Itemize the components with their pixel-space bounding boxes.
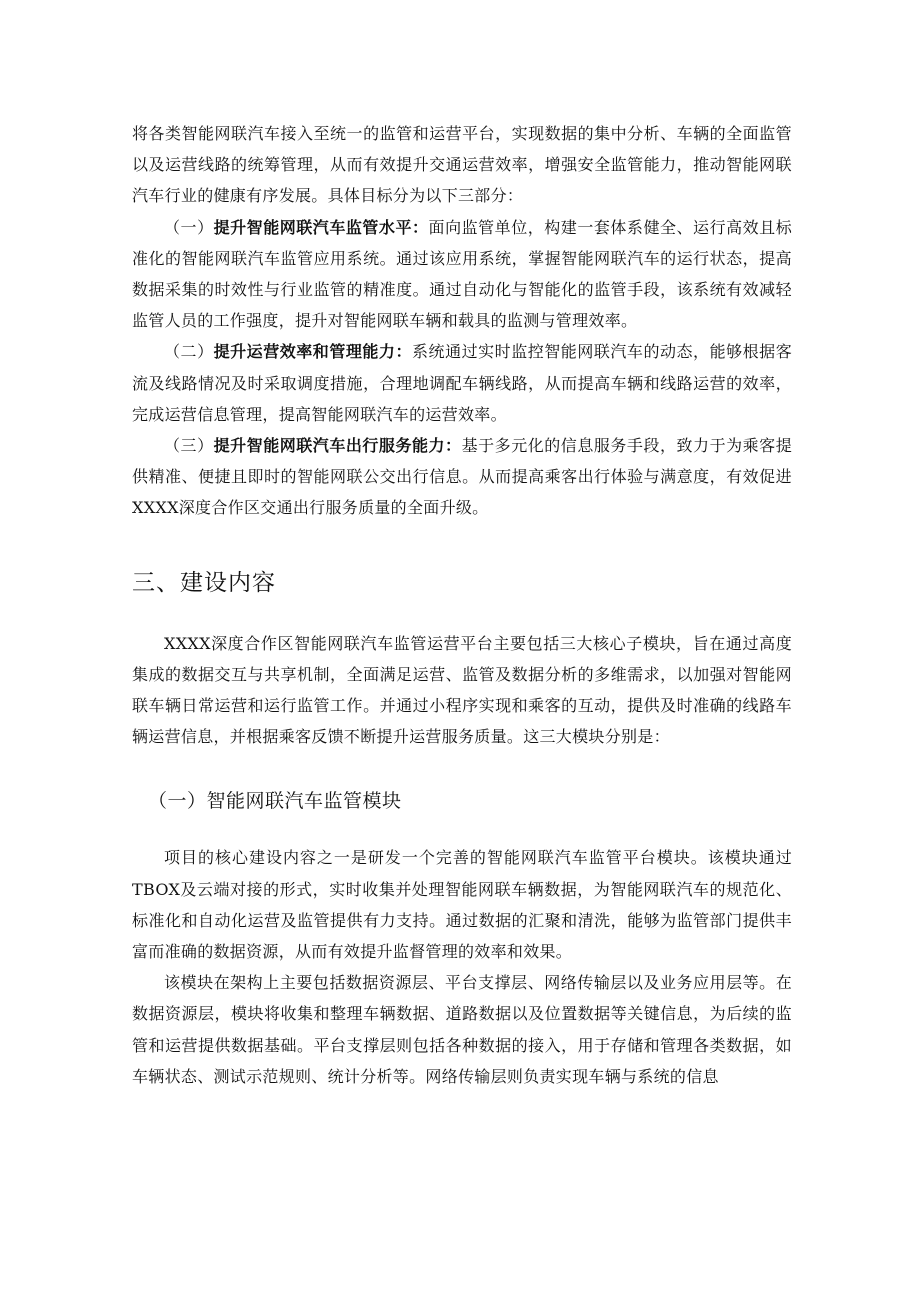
goal-3-text: 基于多元化的信息服务手段，致力于为乘客提供精准、便捷且即时的智能网联公交出行信息。从而提高乘客出行体验与满意度，有效促进XXXX深度合作区交通出行服务质量的全面升级。: [132, 436, 792, 518]
goal-2-text: 系统通过实时监控智能网联汽车的动态，能够根据客流及线路情况及时采取调度措施，合理地调配车辆线路，从而提高车辆和线路运营的效率，完成运营信息管理，提高智能网联汽车的运营效率。: [132, 342, 793, 424]
section-paragraph: XXXX深度合作区智能网联汽车监管运营平台主要包括三大核心子模块，旨在通过高度集成的数据交互与共享机制，全面满足运营、监管及数据分析的多维需求，以加强对智能网联车辆日常运营和运行监管工作。并通过小程序实现和乘客的互动，提供及时准确的线路车辆运营信息，并根据乘客反馈不断提升运营服务质量。这三大模块分别是：: [132, 633, 792, 747]
goal-1-number: （一）: [164, 217, 214, 237]
goal-1-text: 面向监管单位，构建一套体系健全、运行高效且标准化的智能网联汽车监管应用系统。通过该应用系统，掌握智能网联汽车的运行状态，提高数据采集的时效性与行业监管的精准度。通过自动化与智能化的监管手段，该系统有效减轻监管人员的工作强度，提升对智能网联车辆和载具的监测与管理效率。: [132, 217, 793, 331]
goal-item-2: [132, 336, 792, 430]
goal-2-number: （二）: [164, 342, 214, 362]
subsection-paragraph-1: 项目的核心建设内容之一是研发一个完善的智能网联汽车监管平台模块。该模块通过TBOX及云端对接的形式，实时收集并处理智能网联车辆数据，为智能网联汽车的规范化、标准化和自动化运营及监管提供有力支持。通过数据的汇聚和清洗，能够为监管部门提供丰富而准确的数据资源，从而有效提升监督管理的效率和效果。: [132, 848, 792, 962]
document-page: [132, 118, 792, 1092]
goal-3-lead: 提升智能网联汽车出行服务能力：: [213, 436, 462, 456]
goal-2-lead: 提升运营效率和管理能力：: [213, 342, 412, 362]
goal-item-1: [132, 212, 792, 337]
goal-3-number: （三）: [164, 436, 214, 456]
subsection-heading: （一）智能网联汽车监管模块: [148, 790, 402, 813]
goal-1-lead: 提升智能网联汽车监管水平：: [213, 217, 429, 237]
goal-item-3: [132, 430, 792, 524]
intro-paragraph: 将各类智能网联汽车接入至统一的监管和运营平台，实现数据的集中分析、车辆的全面监管以及运营线路的统筹管理，从而有效提升交通运营效率，增强安全监管能力，推动智能网联汽车行业的健康有序发展。具体目标分为以下三部分：: [132, 124, 792, 206]
subsection-paragraph-2: 该模块在架构上主要包括数据资源层、平台支撑层、网络传输层以及业务应用层等。在数据资源层，模块将收集和整理车辆数据、道路数据以及位置数据等关键信息，为后续的监管和运营提供数据基础。平台支撑层则包括各种数据的接入，用于存储和管理各类数据，如车辆状态、测试示范规则、统计分析等。网络传输层则负责实现车辆与系统的信息: [132, 973, 792, 1086]
section-heading: 三、建设内容: [132, 569, 276, 596]
